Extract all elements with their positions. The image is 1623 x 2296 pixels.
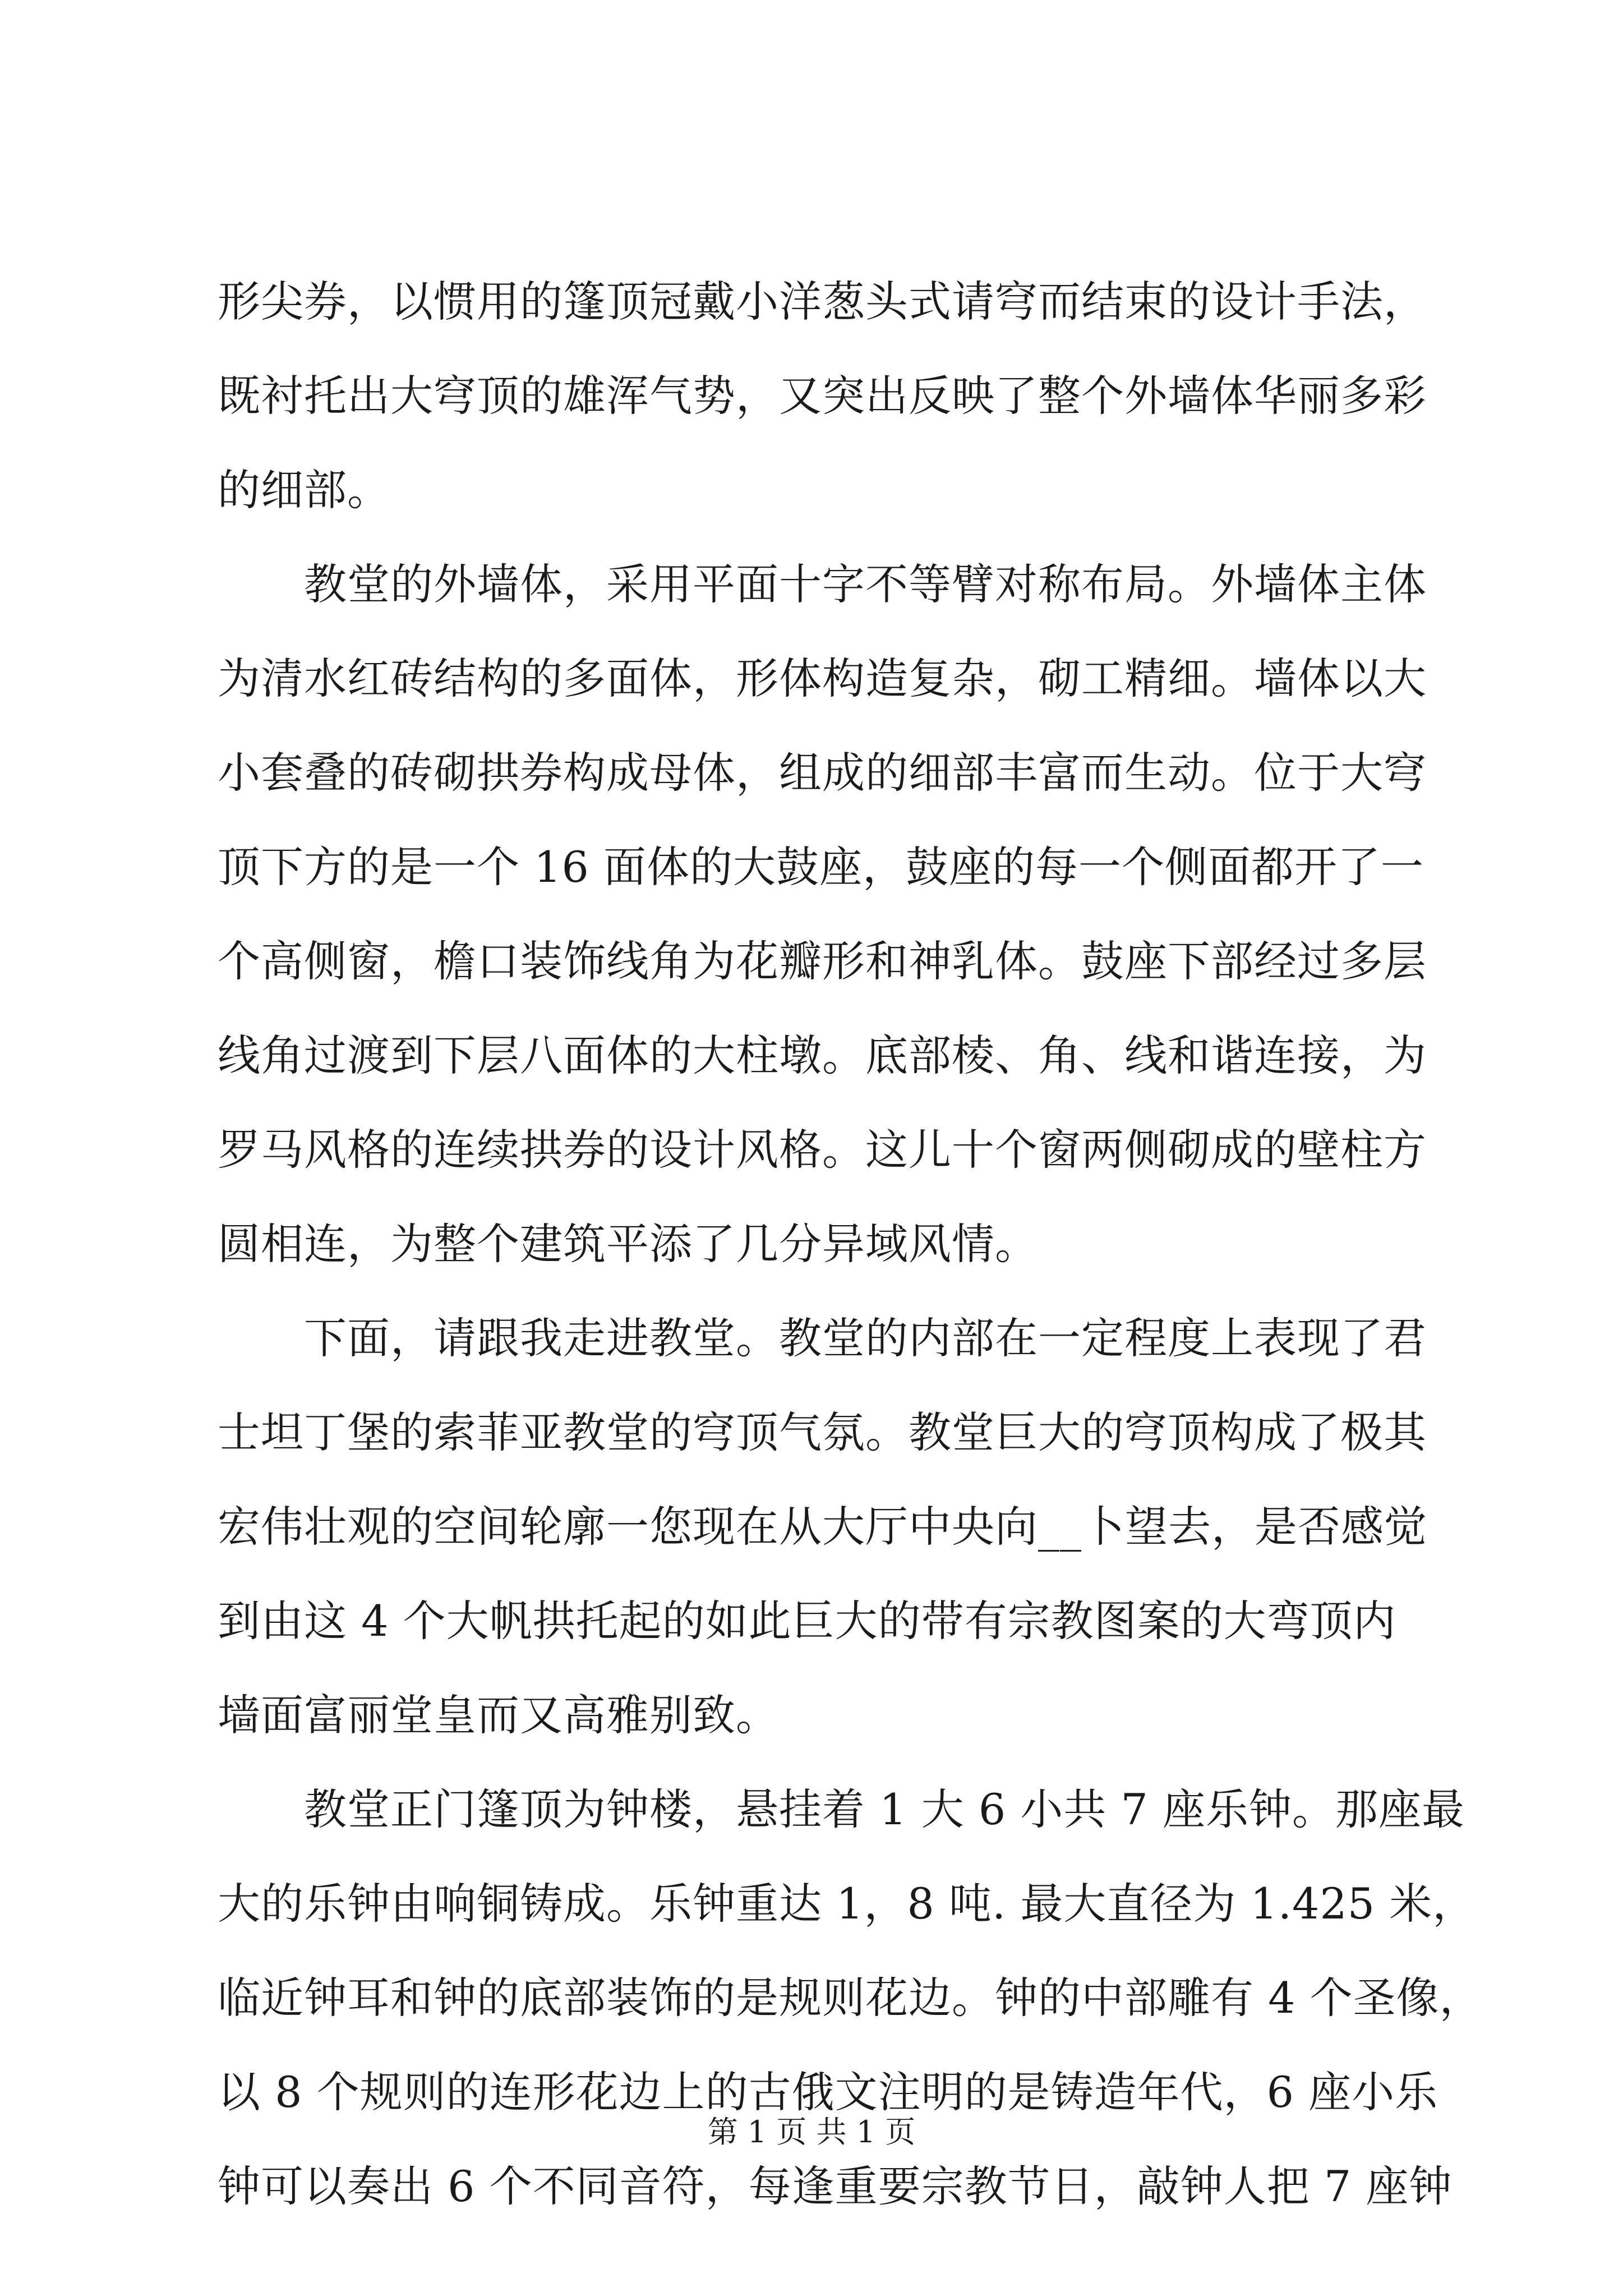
text-line: 钟可以奏出 6 个不同音符，每逢重要宗教节日，敲钟人把 7 座钟 [218,2161,1453,2211]
text-line: 的细部。 [218,465,390,515]
text-line: 顶下方的是一个 16 面体的大鼓座，鼓座的每一个侧面都开了一 [218,842,1424,892]
text-line: 士坦丁堡的索菲亚教堂的穹顶气氛。教堂巨大的穹顶构成了极其 [218,1407,1427,1457]
text-line: 既衬托出大穹顶的雄浑气势，又突出反映了整个外墙体华丽多彩 [218,371,1427,421]
text-line: 为清水红砖结构的多面体，形体构造复杂，砌工精细。墙体以大 [218,654,1427,703]
text-line: 宏伟壮观的空间轮廓一您现在从大厅中央向__卜望去，是否感觉 [218,1502,1427,1552]
text-line: 以 8 个规则的连形花边上的古俄文注明的是铸造年代，6 座小乐 [218,2067,1438,2117]
text-line: 圆相连，为整个建筑平添了几分异域风情。 [218,1219,1038,1269]
body-text [218,255,1483,2234]
text-line: 形尖券，以惯用的篷顶冠戴小洋葱头式请穹而结束的设计手法， [218,277,1427,326]
text-line: 教堂正门篷顶为钟楼，悬挂着 1 大 6 小共 7 座乐钟。那座最 [218,1784,1465,1834]
text-line: 大的乐钟由响铜铸成。乐钟重达 1，8 吨. 最大直径为 1.425 米， [218,1879,1476,1929]
text-line: 罗马风格的连续拱券的设计风格。这儿十个窗两侧砌成的壁柱方 [218,1125,1427,1175]
text-line: 线角过渡到下层八面体的大柱墩。底部棱、角、线和谐连接，为 [218,1030,1427,1080]
text-line: 个高侧窗，檐口装饰线角为花瓣形和神乳体。鼓座下部经过多层 [218,936,1427,986]
text-line: 临近钟耳和钟的底部装饰的是规则花边。钟的中部雕有 4 个圣像， [218,1973,1483,2023]
text-line: 到由这 4 个大帆拱托起的如此巨大的带有宗教图案的大弯顶内 [218,1596,1396,1646]
page-footer: 第 1 页 共 1 页 [707,2114,916,2150]
text-line: 墙面富丽堂皇而又高雅别致。 [218,1690,779,1740]
text-line: 小套叠的砖砌拱券构成母体，组成的细部丰富而生动。位于大穹 [218,748,1427,798]
text-line: 教堂的外墙体，采用平面十字不等臂对称布局。外墙体主体 [218,559,1427,609]
text-line: 下面，请跟我走进教堂。教堂的内部在一定程度上表现了君 [218,1313,1427,1363]
